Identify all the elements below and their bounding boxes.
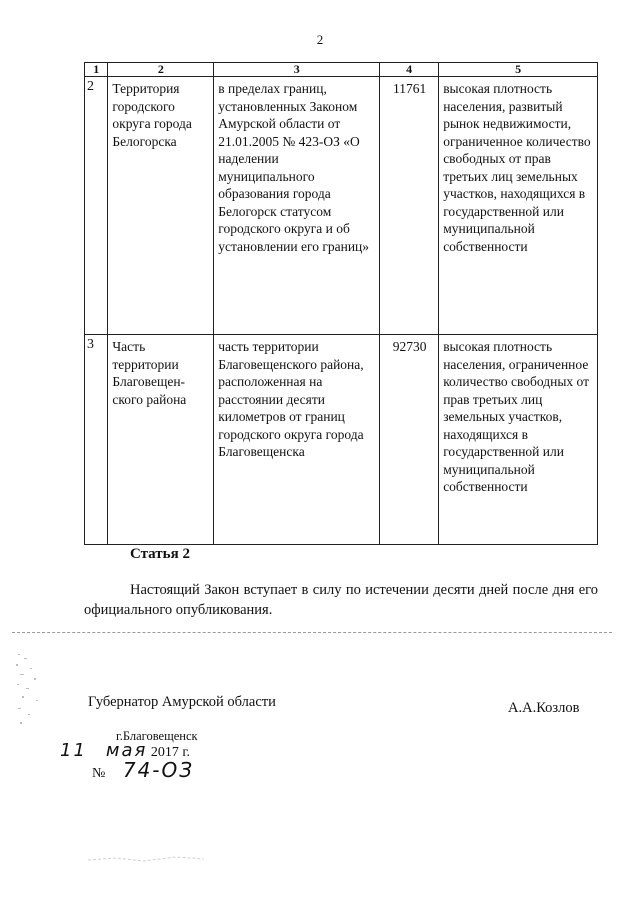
table-header-row [85, 63, 598, 77]
territory-area: 92730 [380, 335, 439, 545]
header-col-4: 4 [380, 63, 439, 77]
territories-table [84, 62, 598, 545]
row-number: 3 [85, 335, 108, 545]
table-row [85, 77, 598, 335]
territory-name: Часть территории Благовещен-ского района [108, 335, 214, 545]
signatory-name: А.А.Козлов [508, 700, 580, 716]
signing-date-year: 2017 г. [150, 745, 191, 760]
scan-divider-line [12, 632, 612, 633]
scan-artifact-icon [86, 852, 206, 864]
signing-date-month: мая [105, 740, 148, 761]
header-col-5: 5 [439, 63, 598, 77]
table-row [85, 335, 598, 545]
header-col-2: 2 [108, 63, 214, 77]
scan-artifact-icon [14, 650, 50, 730]
page-number: 2 [316, 32, 324, 47]
law-number-value: 74-ОЗ [122, 758, 195, 782]
signatory-title: Губернатор Амурской области [88, 694, 276, 710]
header-col-3: 3 [214, 63, 380, 77]
territory-reason: высокая плотность населения, развитый рынок недвижимости, ограниченное количество свободных от прав третьих лиц земельных участков, находящихся в государственной или муниципальной собственности [439, 77, 598, 335]
territory-boundaries: в пределах границ, установленных Законом Амурской области от 21.01.2005 № 423-ОЗ «О наделении муниципального образования города Белогорск статусом городского округа и об установлении его границ» [214, 77, 380, 335]
territory-name: Территория городского округа города Белогорска [108, 77, 214, 335]
territory-area: 11761 [380, 77, 439, 335]
header-col-1: 1 [85, 63, 108, 77]
article-heading: Статья 2 [130, 546, 190, 562]
territory-reason: высокая плотность населения, ограниченное количество свободных от прав третьих лиц земельных участков, находящихся в государственной или муниципальной собственности [439, 335, 598, 545]
row-number: 2 [85, 77, 108, 335]
article-text: Настоящий Закон вступает в силу по истечении десяти дней после дня его официального опубликования. [84, 582, 598, 618]
signing-place: г.Благовещенск [116, 729, 198, 743]
signing-date-day: 11 [60, 740, 87, 761]
law-number-label: № [92, 766, 106, 781]
territory-boundaries: часть территории Благовещенского района, расположенная на расстоянии десяти километров от границ городского округа города Благовещенска [214, 335, 380, 545]
law-number [92, 758, 194, 782]
